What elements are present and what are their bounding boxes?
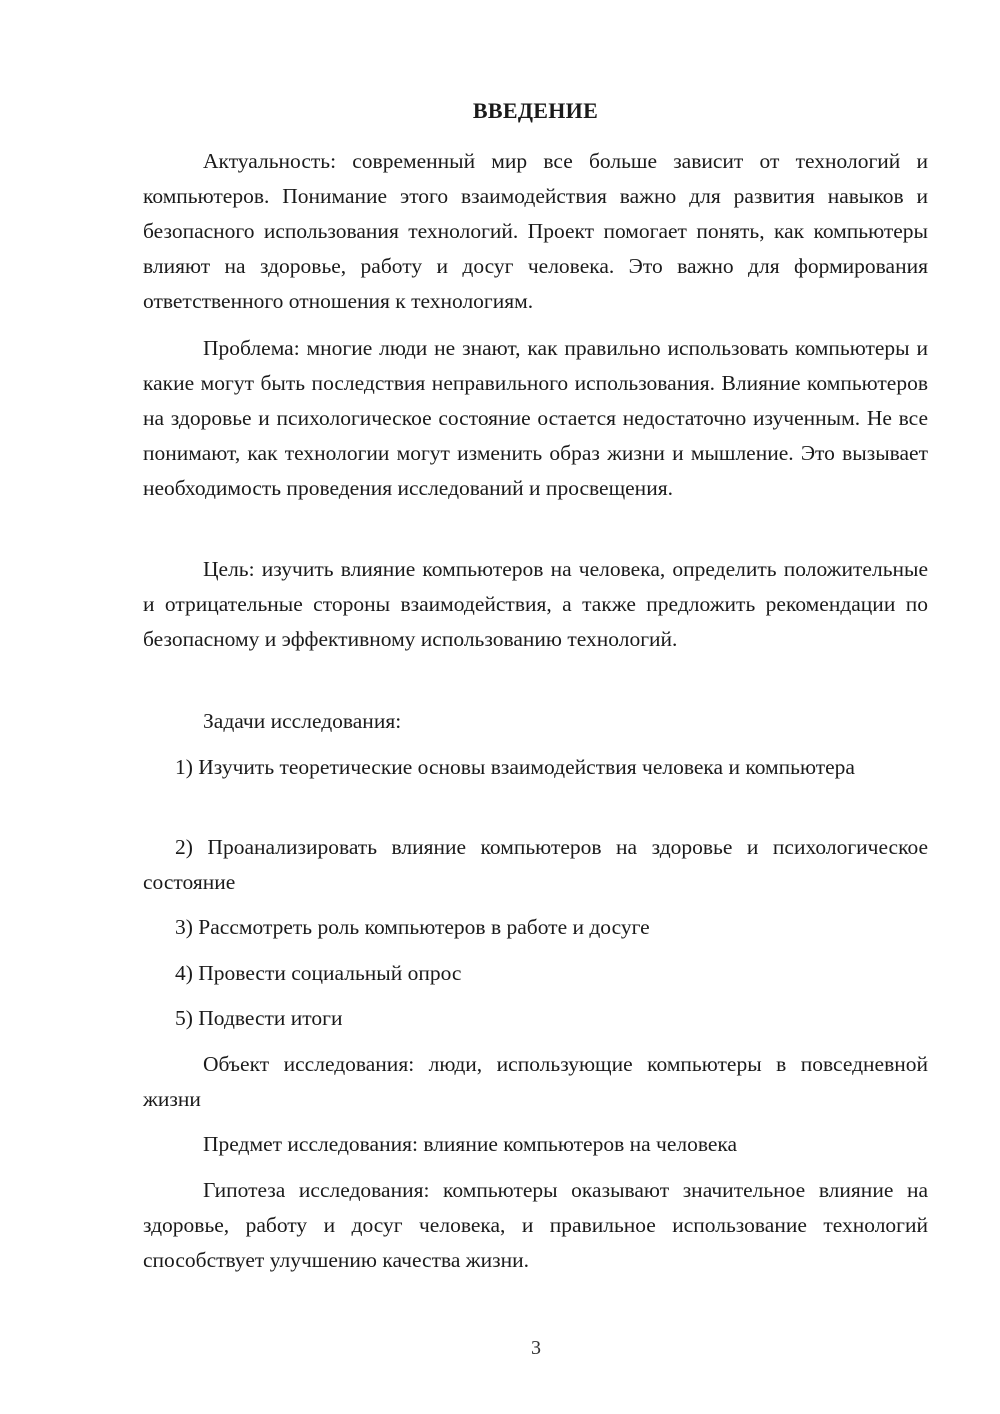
- goal-paragraph: Цель: изучить влияние компьютеров на человека, определить положительные и отрицательные стороны взаимодействия, а также предложить рекомендации по безопасному и эффективному использованию технологий.: [143, 557, 928, 651]
- hypothesis-paragraph: Гипотеза исследования: компьютеры оказывают значительное влияние на здоровье, работу и досуг человека, и правильное использование технологий способствует улучшению качества жизни.: [143, 1178, 928, 1272]
- subject-paragraph: Предмет исследования: влияние компьютеров на человека: [203, 1132, 738, 1156]
- object-paragraph: Объект исследования: люди, использующие компьютеры в повседневной жизни: [143, 1052, 928, 1111]
- task-item-4: 4) Провести социальный опрос: [175, 961, 462, 985]
- task-item-5: 5) Подвести итоги: [175, 1006, 343, 1030]
- task-item-3: 3) Рассмотреть роль компьютеров в работе и досуге: [175, 915, 650, 939]
- relevance-paragraph: Актуальность: современный мир все больше зависит от технологий и компьютеров. Понимание этого взаимодействия важно для развития навыков и безопасного использования технологий. Проект помогает понять, как компьютеры влияют на здоровье, работу и досуг человека. Это важно для формирования ответственного отношения к технологиям.: [143, 149, 928, 313]
- task-item-2: 2) Проанализировать влияние компьютеров на здоровье и психологическое состояние: [143, 835, 928, 894]
- problem-paragraph: Проблема: многие люди не знают, как правильно использовать компьютеры и какие могут быть последствия неправильного использования. Влияние компьютеров на здоровье и психологическое состояние остается недостаточно изученным. Не все понимают, как технологии могут изменить образ жизни и мышление. Это вызывает необходимость проведения исследований и просвещения.: [143, 336, 928, 500]
- page-number: 3: [531, 1337, 541, 1359]
- tasks-heading: Задачи исследования:: [203, 709, 402, 733]
- section-title: ВВЕДЕНИЕ: [472, 98, 599, 123]
- task-item-1: 1) Изучить теоретические основы взаимодействия человека и компьютера: [175, 755, 855, 779]
